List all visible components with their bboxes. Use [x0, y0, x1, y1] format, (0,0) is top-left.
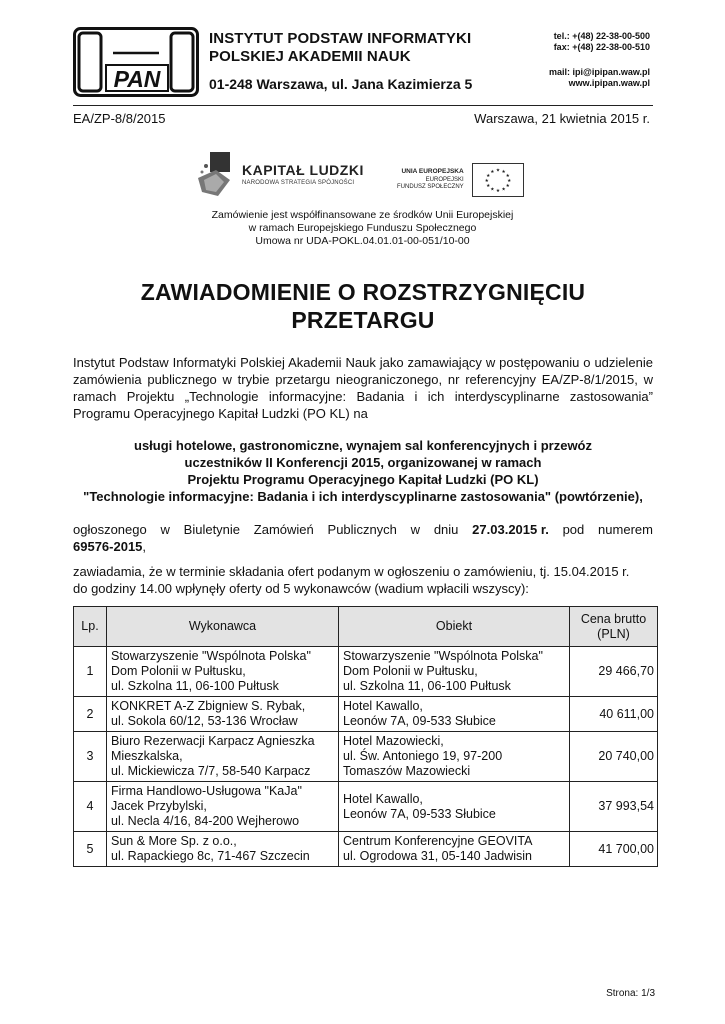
header-lp: Lp. [74, 607, 107, 647]
contractor-line: ul. Mickiewicza 7/7, 58-540 Karpacz [111, 764, 311, 778]
contractor-line: Dom Polonii w Pułtusku, [111, 664, 246, 678]
contractor-line: Sun & More Sp. z o.o., [111, 834, 237, 848]
cell-lp: 1 [74, 647, 107, 697]
venue-line: Hotel Kawallo, [343, 699, 423, 713]
table-row [74, 782, 658, 832]
eu-logo [397, 163, 524, 197]
svg-text:★: ★ [495, 168, 500, 174]
venue-line: Leonów 7A, 09-533 Słubice [343, 714, 496, 728]
svg-text:★: ★ [501, 170, 506, 176]
venue-line: Centrum Konferencyjne GEOVITA [343, 834, 533, 848]
contact-block [549, 31, 650, 89]
venue-line: Stowarzyszenie "Wspólnota Polska" [343, 649, 543, 663]
title-line1: ZAWIADOMIENIE O ROZSTRZYGNIĘCIU [140, 279, 586, 305]
kapital-ludzki-logo [196, 150, 366, 198]
cell-contractor [107, 782, 339, 832]
ann-word: w [410, 522, 421, 537]
eu-line1: UNIA EUROPEJSKA [401, 168, 464, 176]
table-row [74, 832, 658, 867]
cofinancing-line2: w ramach Europejskiego Funduszu Społecznego [248, 222, 477, 234]
table-row [74, 697, 658, 732]
ann-suffix: , [142, 539, 147, 554]
venue-line: Tomaszów Mazowiecki [343, 764, 471, 778]
cofinancing-line3: Umowa nr UDA-POKL.04.01.01-00-051/10-00 [255, 235, 470, 247]
announcement-date: 27.03.2015 r. [472, 522, 549, 537]
header-divider [73, 105, 653, 106]
ann-word: dniu [433, 522, 459, 537]
cell-lp: 4 [74, 782, 107, 832]
notice-line1: zawiadamia, że w terminie składania ofert podanym w ogłoszeniu o zamówieniu, tj. 15.04.2015 r. [73, 564, 630, 579]
contact-www: www.ipipan.waw.pl [568, 78, 650, 88]
svg-text:★: ★ [484, 178, 489, 184]
subject-line2: uczestników II Konferencji 2015, organizowanej w ramach [184, 455, 542, 470]
subject-line3: Projektu Programu Operacyjnego Kapitał Ludzki (PO KL) [187, 472, 539, 487]
cell-contractor [107, 697, 339, 732]
contractor-line: KONKRET A-Z Zbigniew S. Rybak, [111, 699, 306, 713]
table-row [74, 647, 658, 697]
kl-title: KAPITAŁ LUDZKI [242, 162, 364, 178]
cell-contractor [107, 732, 339, 782]
venue-line: Hotel Kawallo, [343, 791, 423, 806]
logo-text: PAN [113, 66, 161, 92]
contractor-line: Firma Handlowo-Usługowa "KaJa" [111, 784, 302, 798]
svg-text:★: ★ [501, 187, 506, 193]
contractor-line: Jacek Przybylski, [111, 799, 207, 813]
document-date: Warszawa, 21 kwietnia 2015 r. [474, 111, 650, 126]
subject-line4: "Technologie informacyjne: Badania i ich interdyscyplinarne zastosowania" (powtórzenie), [83, 489, 643, 504]
svg-text:★: ★ [489, 170, 495, 176]
contact-mail: mail: ipi@ipipan.waw.pl [549, 67, 650, 77]
institute-name-line1: INSTYTUT PODSTAW INFORMATYKI [209, 30, 472, 47]
cell-venue [339, 832, 570, 867]
institute-address: 01-248 Warszawa, ul. Jana Kazimierza 5 [209, 76, 473, 92]
cell-lp: 3 [74, 732, 107, 782]
ann-word: numerem [598, 522, 653, 537]
title-line2: PRZETARGU [291, 307, 435, 333]
table-row [74, 732, 658, 782]
announcement-number: 69576-2015 [73, 539, 143, 554]
ann-word: ogłoszonego [73, 522, 147, 537]
offers-table [73, 606, 658, 867]
cell-venue [339, 697, 570, 732]
ann-word: Publicznych [327, 522, 397, 537]
venue-line: Hotel Mazowiecki, [343, 734, 444, 748]
svg-text:★: ★ [489, 187, 495, 193]
subject-line1: usługi hotelowe, gastronomiczne, wynajem sal konferencyjnych i przewóz [134, 438, 592, 453]
contractor-line: Mieszkalska, [111, 749, 183, 763]
cofinancing-note [120, 209, 605, 248]
svg-text:★: ★ [485, 173, 491, 179]
announcement-paragraph [73, 521, 653, 555]
tender-subject [73, 437, 653, 505]
cell-contractor [107, 832, 339, 867]
cell-venue [339, 782, 570, 832]
kl-subtitle: NARODOWA STRATEGIA SPÓJNOŚCI [242, 180, 355, 186]
header-price-line1: Cena brutto [580, 611, 647, 626]
ann-word: pod [562, 522, 585, 537]
document-title [73, 278, 653, 334]
intro-paragraph: Instytut Podstaw Informatyki Polskiej Akademii Nauk jako zamawiający w postępowaniu o udzielenie zamówienia publicznego w trybie przetargu nieograniczonego, nr referencyjny EA/ZP-8/1/2015, w ramach Projektu „Technologie informacyjne: Badania i ich interdyscyplinarne zastosowania” Programu Operacyjnego Kapitał Ludzki (PO KL) na [73, 355, 653, 421]
contractor-line: Stowarzyszenie "Wspólnota Polska" [111, 649, 311, 663]
kapital-ludzki-mark-icon [196, 150, 234, 198]
notice-paragraph [73, 563, 653, 597]
cell-lp: 5 [74, 832, 107, 867]
cell-price: 40 611,00 [570, 697, 658, 732]
contact-tel: tel.: +(48) 22-38-00-500 [553, 31, 650, 41]
cell-lp: 2 [74, 697, 107, 732]
cofinancing-line1: Zamówienie jest współfinansowane ze środków Unii Europejskiej [211, 209, 514, 221]
venue-line: ul. Szkolna 11, 06-100 Pułtusk [343, 679, 511, 693]
cell-price: 41 700,00 [570, 832, 658, 867]
cell-contractor [107, 647, 339, 697]
reference-number: EA/ZP-8/8/2015 [73, 111, 166, 126]
ann-word: Biuletynie [183, 522, 241, 537]
ipi-pan-logo [73, 27, 199, 97]
contact-fax: fax: +(48) 22-38-00-510 [553, 42, 650, 52]
contractor-line: ul. Necla 4/16, 84-200 Wejherowo [111, 814, 300, 828]
institute-name [209, 30, 471, 66]
venue-line: ul. Ogrodowa 31, 05-140 Jadwisin [343, 849, 533, 863]
ann-word: w [160, 522, 170, 537]
header-price-line2: (PLN) [597, 626, 630, 641]
svg-text:★: ★ [505, 183, 510, 189]
header-contractor: Wykonawca [107, 607, 339, 647]
venue-line: Dom Polonii w Pułtusku, [343, 664, 478, 678]
venue-line: Leonów 7A, 09-533 Słubice [343, 806, 496, 821]
svg-text:★: ★ [505, 173, 510, 179]
svg-text:★: ★ [506, 178, 512, 184]
venue-line: ul. Św. Antoniego 19, 97-200 [343, 749, 503, 763]
cell-price: 29 466,70 [570, 647, 658, 697]
notice-line2: do godziny 14.00 wpłynęły oferty od 5 wykonawców (wadium wpłacili wszyscy): [73, 581, 529, 596]
contractor-line: ul. Sokola 60/12, 53-136 Wrocław [111, 714, 298, 728]
contractor-line: Biuro Rezerwacji Karpacz Agnieszka [111, 734, 315, 748]
eu-line3: FUNDUSZ SPOŁECZNY [397, 184, 464, 191]
institute-name-line2: POLSKIEJ AKADEMII NAUK [209, 48, 411, 65]
ann-word: Zamówień [253, 522, 314, 537]
header-venue: Obiekt [339, 607, 570, 647]
eu-flag-icon [472, 163, 524, 197]
cell-venue [339, 647, 570, 697]
header-price [570, 607, 658, 647]
svg-text:★: ★ [495, 189, 500, 195]
cell-price: 20 740,00 [570, 732, 658, 782]
contractor-line: ul. Rapackiego 8c, 71-467 Szczecin [111, 849, 310, 863]
page-number: Strona: 1/3 [606, 988, 655, 999]
table-header-row [74, 607, 658, 647]
cell-price: 37 993,54 [570, 782, 658, 832]
svg-text:★: ★ [485, 183, 491, 189]
cell-venue [339, 732, 570, 782]
contractor-line: ul. Szkolna 11, 06-100 Pułtusk [111, 679, 279, 693]
eu-line2: EUROPEJSKI [425, 176, 464, 183]
